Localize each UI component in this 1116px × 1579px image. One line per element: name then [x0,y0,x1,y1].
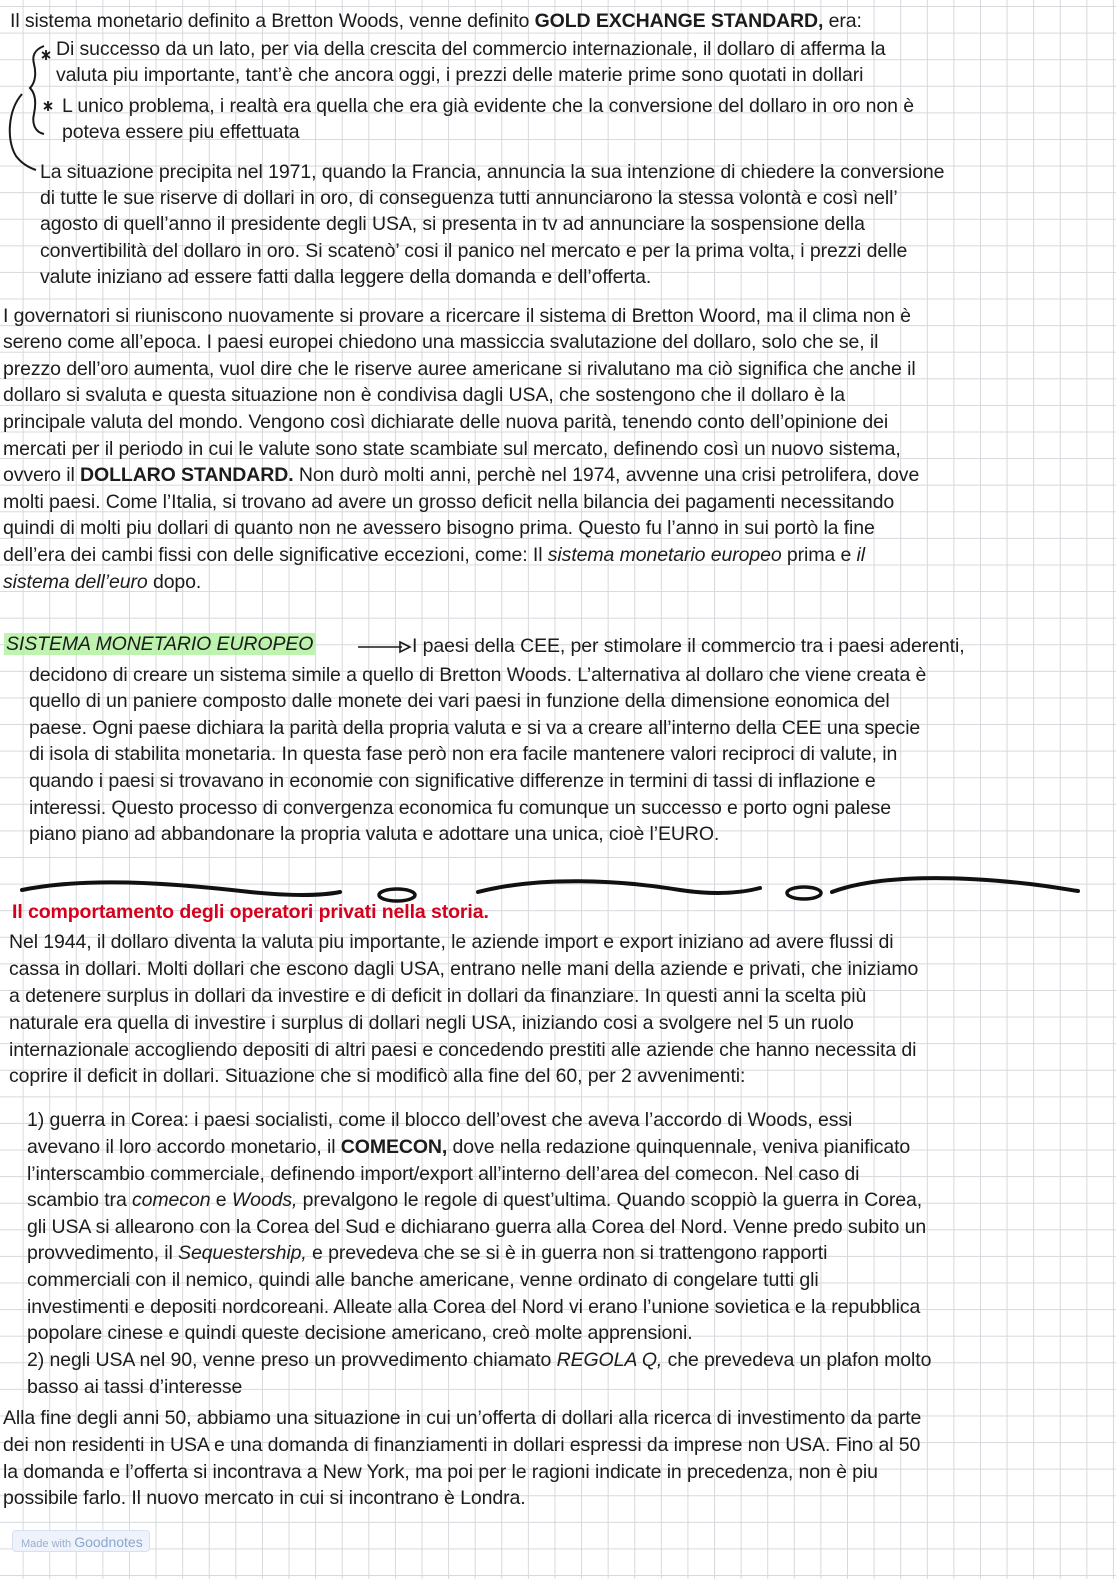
paragraph-line: coprire il deficit in dollari. Situazione che si modificò alla fine del 60, per 2 avvenimenti: [9,1065,746,1087]
paragraph-line: Nel 1944, il dollaro diventa la valuta piu importante, le aziende import e export iniziano ad avere flussi di [9,931,894,953]
paragraph-line: di isola di stabilita monetaria. In questa fase però non era facile mantenere valori reciproci di valute, in [29,743,898,765]
asterisk-mark [44,101,52,111]
paragraph-line: internazionale accogliendo depositi di altri paesi e concedendo prestiti alle aziende che hanno necessita di [9,1039,917,1061]
paragraph-line: quindi di molti piu dollari di quanto non ne avessero bisogno prima. Questo fu l’anno in sui portò la fine [3,517,875,539]
paragraph-line: agosto di quell’anno il presidente degli USA, si presenta in tv ad annunciare la sospensione della [40,213,865,235]
list-item-line: commerciali con il nemico, quindi alle banche americane, venne ordinato di congelare tutti gli [27,1269,819,1291]
paragraph-line: quello di un paniere composto dalle monete dei vari paesi in funzione della dimensione eonomica del [29,690,890,712]
paragraph-line: possibile farlo. Il nuovo mercato in cui si incontrano è Londra. [3,1487,526,1509]
divider-stroke [478,881,760,893]
paragraph-line: dell’era dei cambi fissi con delle significative eccezioni, come: Il sistema monetario europeo prima e il [3,544,866,566]
list-item-line: avevano il loro accordo monetario, il COMECON, dove nella redazione quinquennale, veniva pianificato [27,1136,911,1158]
paragraph-line: sereno come all’epoca. I paesi europei chiedono una massiccia svalutazione del dollaro, solo che se, il [3,331,879,353]
paragraph-line: decidono di creare un sistema simile a quello di Bretton Woods. L’alternativa al dollaro che viene creata è [29,664,927,686]
paragraph-line: piano piano ad abbandonare la propria valuta e adottare una unica, cioè l’EURO. [29,823,720,845]
bullet-line: Di successo da un lato, per via della crescita del commercio internazionale, il dollaro di afferma la [56,38,886,60]
paragraph-line: dei non residenti in USA e una domanda di finanziamenti in dollari espressi da imprese non USA. Fino al 50 [3,1434,921,1456]
paragraph-line: di tutte le sue riserve di dollari in oro, di conseguenza tutti annunciarono la stessa volontà e così nell’ [40,187,898,209]
paragraph-line: dollaro si svaluta e questa situazione non è condivisa dagli USA, che sostengono che il dollaro è la [3,384,846,406]
bracket-mark [10,94,36,170]
paragraph-line: quando i paesi si trovavano in economie con significative differenze in termini di tassi di inflazione e [29,770,876,792]
paragraph-line: la domanda e l’offerta si incontrava a New York, ma poi per le ragioni indicate in precedenza, non è piu [3,1461,878,1483]
paragraph-line: cassa in dollari. Molti dollari che escono dagli USA, entrano nelle mani della aziende e privati, che iniziamo [9,958,919,980]
list-item-line: gli USA si allearono con la Corea del Sud e dichiarano guerra alla Corea del Nord. Venne predo subito un [27,1216,927,1238]
paragraph-line: I paesi della CEE, per stimolare il commercio tra i paesi aderenti, [412,635,965,657]
paragraph-line: interessi. Questo processo di convergenza economica fu comunque un successo e porto ogni palese [29,797,892,819]
list-item-line: scambio tra comecon e Woods, prevalgono le regole di quest’ultima. Quando scoppiò la guerra in Corea, [27,1189,923,1211]
divider-stroke [787,887,821,899]
bracket-mark [30,46,44,134]
list-item-line: 1) guerra in Corea: i paesi socialisti, come il blocco dell’ovest che aveva l’accordo di Woods, essi [27,1109,853,1131]
section-heading: Il comportamento degli operatori privati nella storia. [12,901,489,923]
asterisk-mark [42,50,50,60]
divider-stroke [832,878,1078,892]
paragraph-line: Alla fine degli anni 50, abbiamo una situazione in cui un’offerta di dollari alla ricerca di investimento da parte [3,1407,922,1429]
sme-heading: SISTEMA MONETARIO EUROPEO [6,633,314,655]
divider-stroke [22,882,340,895]
paragraph-line: principale valuta del mondo. Vengono così dichiarate delle nuova parità, tenendo conto dell’opinione dei [3,411,889,433]
list-item-line: 2) negli USA nel 90, venne preso un provvedimento chiamato REGOLA Q, che prevedeva un plafon molto [27,1349,932,1371]
paragraph-line: prezzo dell’oro aumenta, vuol dire che le riserve auree americane si rivalutano ma ciò significa che anche il [3,358,916,380]
goodnotes-logo-text: Goodnotes [74,1534,143,1550]
paragraph-line: paese. Ogni paese dichiara la parità della propria valuta e si va a creare all’interno della CEE una specie [29,717,921,739]
list-item-line: investimenti e depositi nordcoreani. Alleate alla Corea del Nord vi erano l’unione sovietica e la repubblica [27,1296,921,1318]
paragraph-line: convertibilità del dollaro in oro. Si scatenò’ cosi il panico nel mercato e per la prima volta, i prezzi delle [40,240,908,262]
bullet-line: valuta piu importante, tant’è che ancora oggi, i prezzi delle materie prime sono quotati in dollari [56,64,864,86]
paragraph-line: ovvero il DOLLARO STANDARD. Non durò molti anni, perchè nel 1974, avvenne una crisi petrolifera, dove [3,464,920,486]
list-item-line: provvedimento, il Sequestership, e prevedeva che se si è in guerra non si trattengono rapporti [27,1242,828,1264]
goodnotes-watermark [12,1530,150,1552]
paragraph-line: a detenere surplus in dollari da investire e di deficit in dollari da finanziare. In questi anni la scelta più [9,985,867,1007]
list-item-line: basso ai tassi d’interesse [27,1376,243,1398]
paragraph-line: molti paesi. Come l’Italia, si trovano ad avere un grosso deficit nella bilancia dei pagamenti necessitando [3,491,895,513]
bullet-line: L unico problema, i realtà era quella che era già evidente che la conversione del dollaro in oro non è [62,95,914,117]
paragraph-line: La situazione precipita nel 1971, quando la Francia, annuncia la sua intenzione di chiedere la conversione [40,161,945,183]
intro-line: Il sistema monetario definito a Bretton Woods, venne definito GOLD EXCHANGE STANDARD, era: [10,10,862,32]
paragraph-line: sistema dell’euro dopo. [3,571,202,593]
paragraph-line: valute iniziano ad essere fatti dalla leggere della domanda e dell’offerta. [40,266,652,288]
paragraph-line: I governatori si riuniscono nuovamente si provare a ricercare il sistema di Bretton Woord, ma il clima non è [3,305,911,327]
arrow-head [400,642,410,652]
list-item-line: popolare cinese e quindi queste decisione americano, creò molte apprensioni. [27,1322,693,1344]
made-with-label: Made with [21,1538,72,1550]
bullet-line: poteva essere piu effettuata [62,121,300,143]
list-item-line: l’interscambio commerciale, definendo import/export all’interno dell’area del comecon. Nel caso di [27,1163,860,1185]
paragraph-line: naturale era quella di investire i surplus di dollari negli USA, iniziando cosi a svolgere nel 5 un ruolo [9,1012,854,1034]
paragraph-line: mercati per il periodo in cui le valute sono state scambiate sul mercato, definendo così un nuovo sistema, [3,438,901,460]
